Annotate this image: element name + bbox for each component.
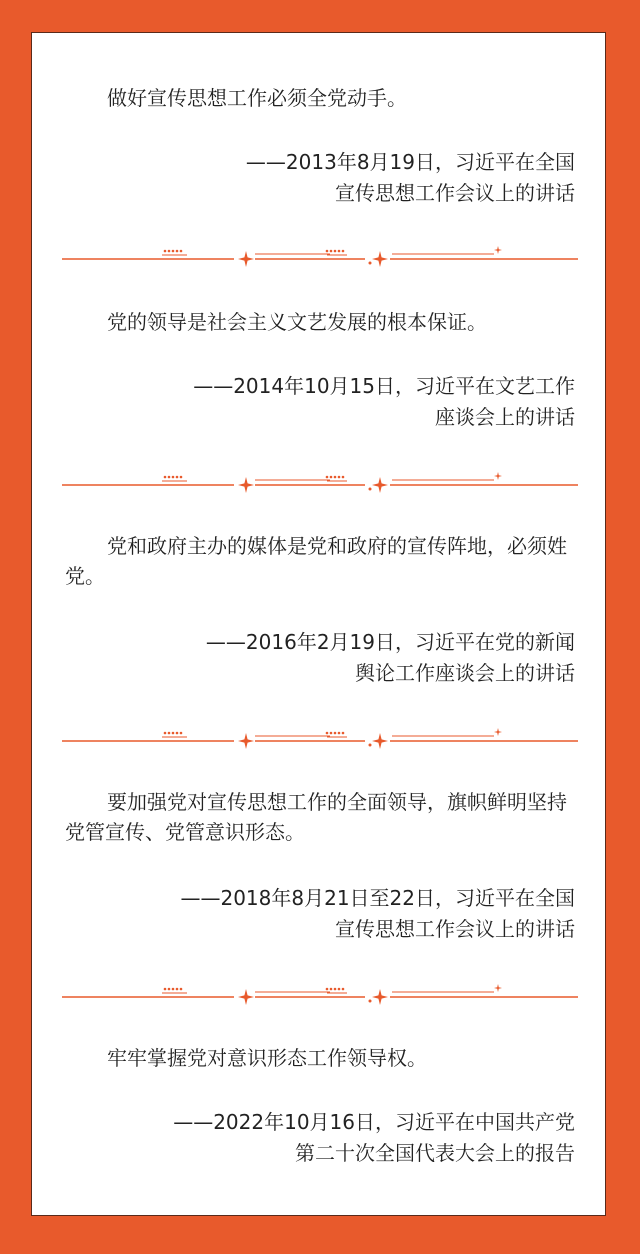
source-line	[105, 371, 575, 433]
source-line-1: ——2014年10月15日，习近平在文艺工作	[193, 374, 575, 398]
source-line-2: 宣传思想工作会议上的讲话	[335, 917, 575, 941]
ornament-divider	[62, 727, 578, 753]
ornament-divider	[62, 983, 578, 1009]
source-line-1: ——2022年10月16日，习近平在中国共产党	[173, 1110, 575, 1134]
quote-text: 要加强党对宣传思想工作的全面领导，旗帜鲜明坚持党管宣传、党管意识形态。	[65, 790, 567, 844]
ornament-divider	[62, 245, 578, 271]
source-line-2: 第二十次全国代表大会上的报告	[295, 1141, 575, 1165]
source-line	[105, 147, 575, 209]
source-line-1: ——2018年8月21日至22日，习近平在全国	[180, 886, 575, 910]
quote-text: 做好宣传思想工作必须全党动手。	[107, 86, 407, 110]
source-line-1: ——2013年8月19日，习近平在全国	[245, 150, 575, 174]
ornament-divider	[62, 471, 578, 497]
source-line-1: ——2016年2月19日，习近平在党的新闻	[205, 630, 575, 654]
quote-text: 党和政府主办的媒体是党和政府的宣传阵地，必须姓党。	[65, 534, 567, 588]
source-line-2: 座谈会上的讲话	[435, 405, 575, 429]
quote-text: 党的领导是社会主义文艺发展的根本保证。	[107, 310, 487, 334]
source-line	[105, 883, 575, 945]
quote-text: 牢牢掌握党对意识形态工作领导权。	[107, 1046, 427, 1070]
source-line-2: 宣传思想工作会议上的讲话	[335, 181, 575, 205]
source-line	[105, 1107, 575, 1169]
content-frame	[31, 32, 606, 1216]
source-line	[105, 627, 575, 689]
source-line-2: 舆论工作座谈会上的讲话	[355, 661, 575, 685]
